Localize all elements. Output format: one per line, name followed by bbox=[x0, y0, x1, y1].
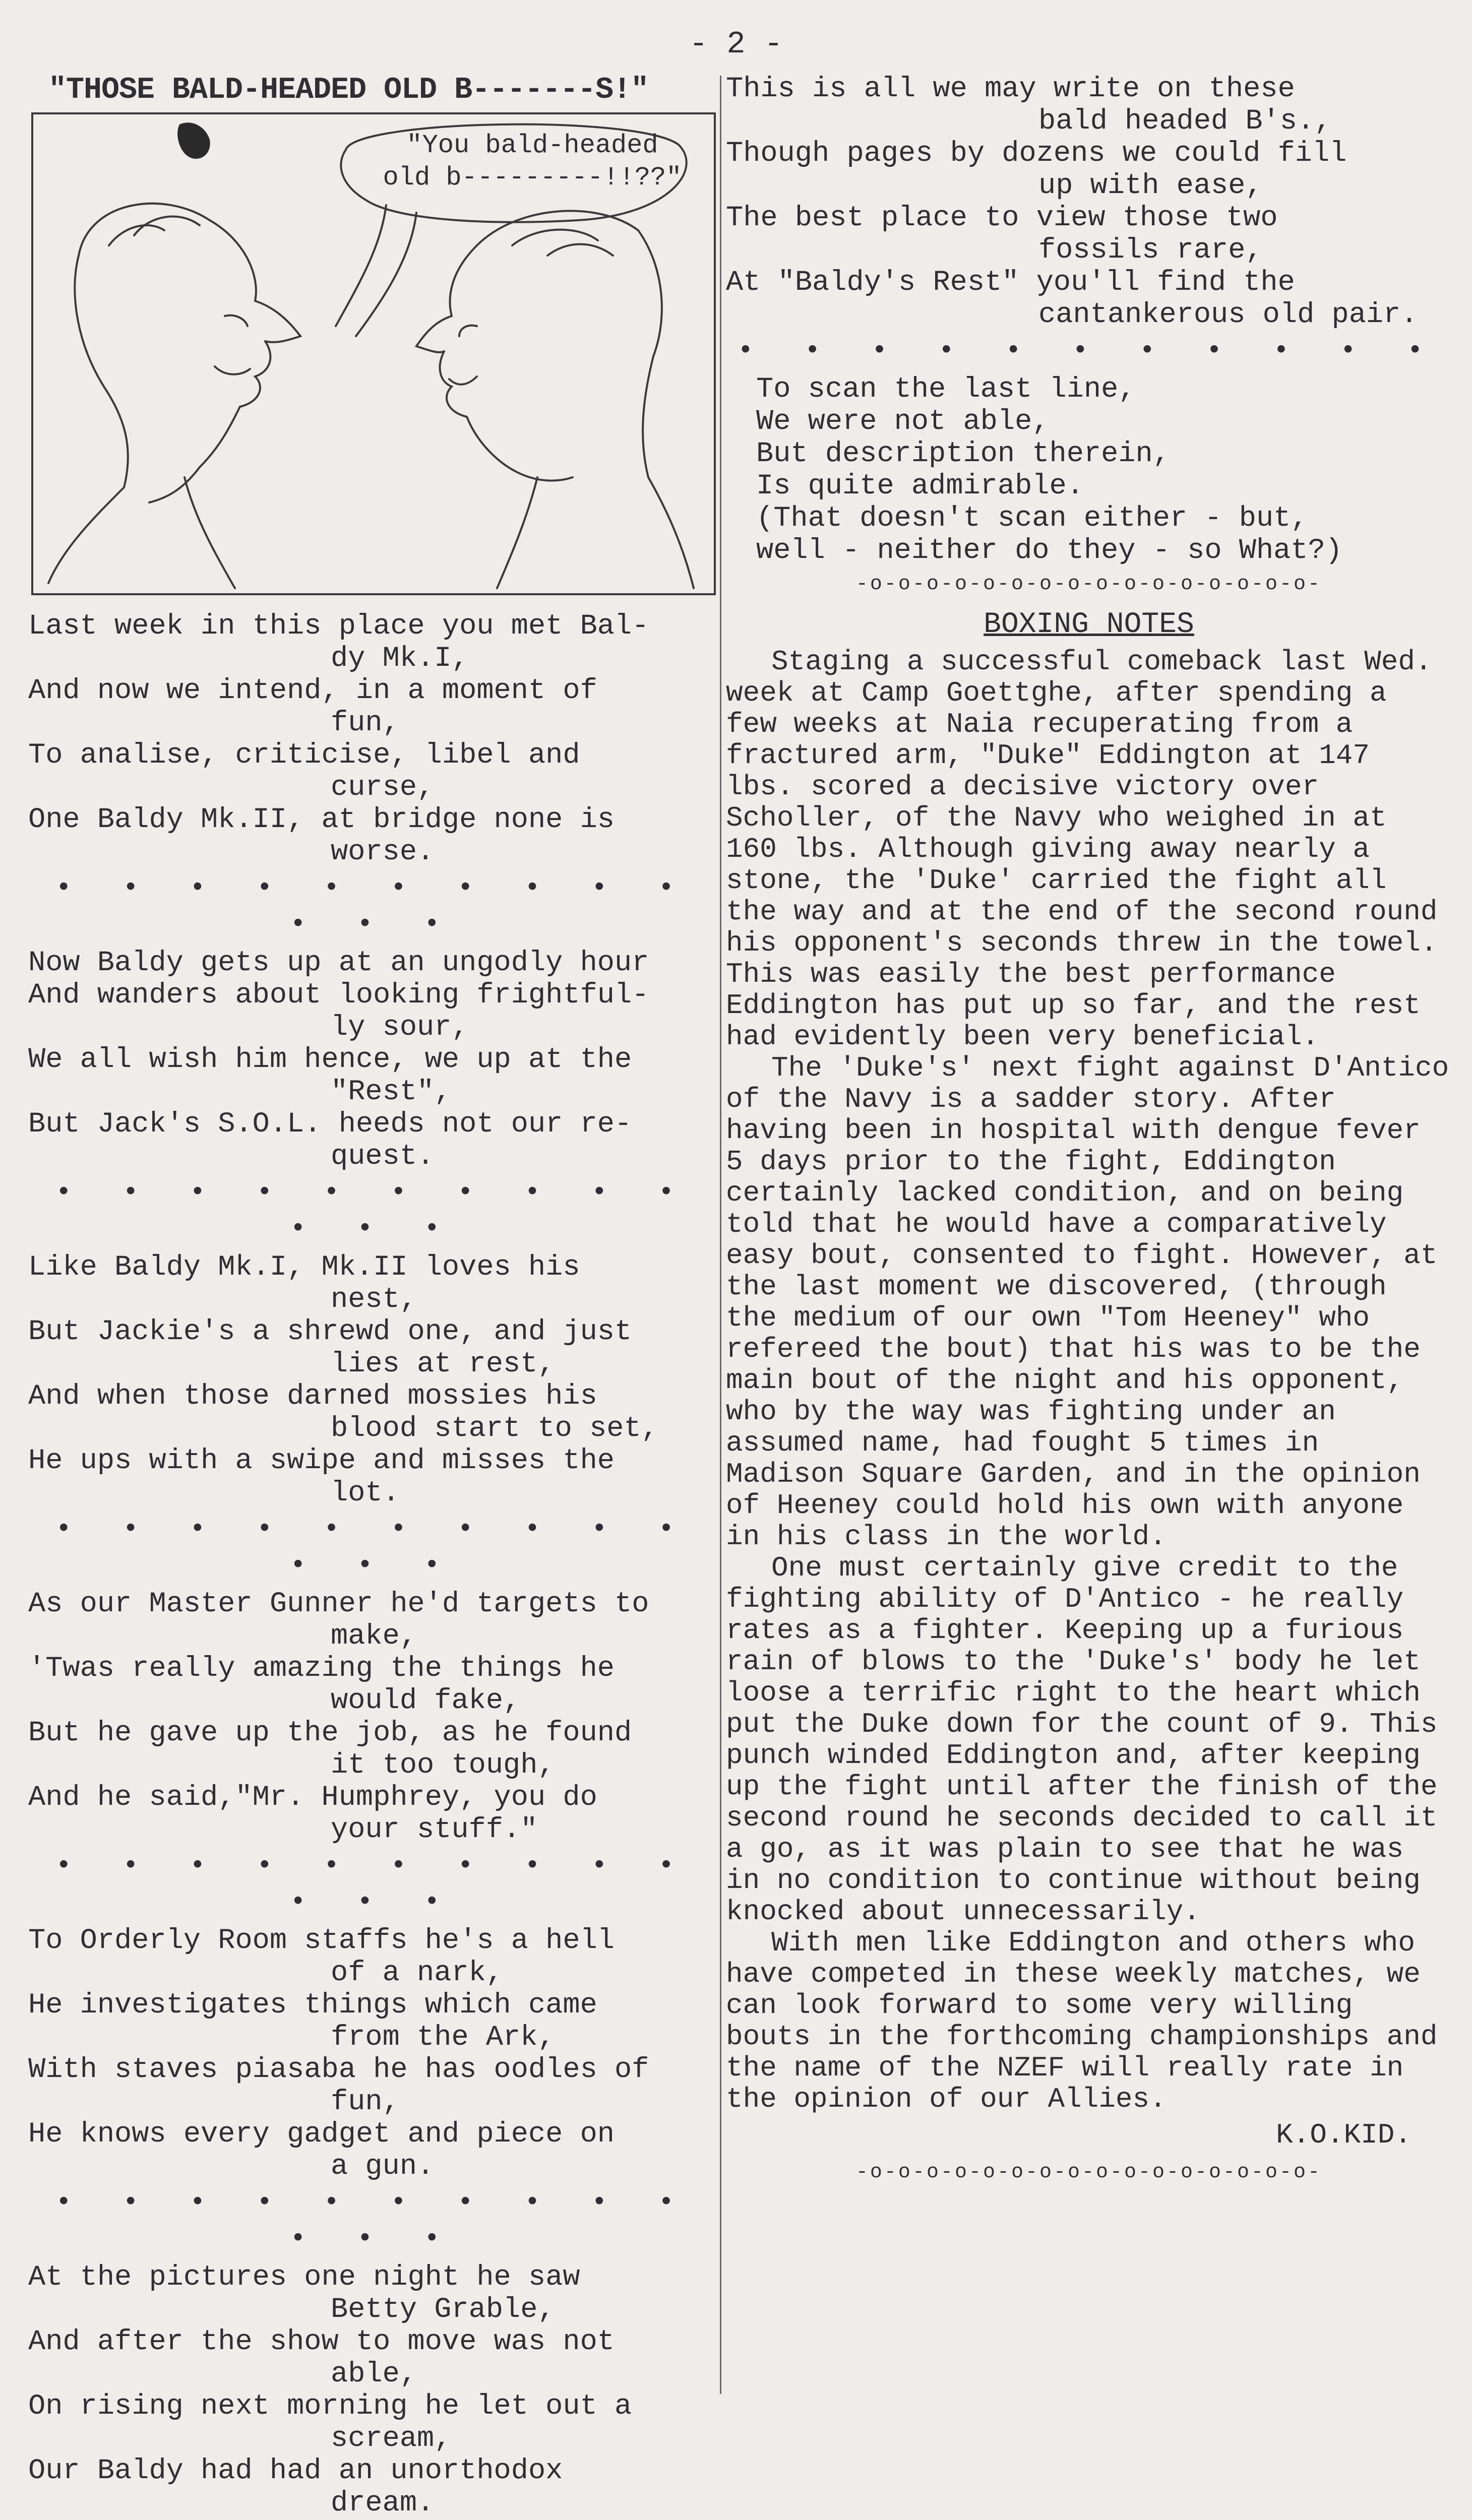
poem-line: Now Baldy gets up at an ungodly hour bbox=[28, 947, 649, 979]
poem-line: fossils rare, bbox=[1038, 234, 1263, 267]
poem-line: a gun. bbox=[331, 2151, 435, 2183]
signature: K.O.KID. bbox=[1276, 2119, 1412, 2151]
poem-line: fun, bbox=[331, 2086, 400, 2118]
dot-separator: • • • • • • • • • • • • • bbox=[55, 2187, 692, 2254]
dot-separator: • • • • • • • • • • • • • bbox=[55, 873, 692, 940]
poem-postscript bbox=[726, 373, 1452, 567]
poem-line: 'Twas really amazing the things he bbox=[28, 1653, 615, 1685]
postscript-line: We were not able, bbox=[756, 406, 1050, 438]
poem-line: Last week in this place you met Bal- bbox=[28, 610, 649, 643]
poem-line: One Baldy Mk.II, at bridge none is bbox=[28, 804, 615, 836]
poem-line: able, bbox=[331, 2358, 417, 2390]
dot-separator: • • • • • • • • • • • bbox=[737, 336, 1441, 366]
poem-line: On rising next morning he let out a bbox=[28, 2390, 632, 2423]
poem-line: bald headed B's., bbox=[1038, 105, 1332, 138]
article-paragraph: One must certainly give credit to the fighting ability of D'Antico - he really rates as a fighter. Keeping up a furious rain of blows to the 'Duke's' body he let loose a terrific right to the heart which put the Duke down for the count of 9. This punch winded Eddington and, after keeping up the fight until after the finish of the second round he seconds decided to call it a go, as it was plain to see that he was in no condition to continue without being knocked about unnecessarily. bbox=[726, 1552, 1438, 1928]
poem-stanza bbox=[28, 1588, 719, 1846]
speech-bubble bbox=[356, 130, 709, 194]
poem-line: Betty Grable, bbox=[331, 2294, 555, 2326]
article-paragraph: With men like Eddington and others who have competed in these weekly matches, we can look forward to some very willing bouts in the forthcoming championships and the name of the NZEF will really rate in the opinion of our Allies. bbox=[726, 1927, 1438, 2115]
postscript-line: well - neither do they - so What?) bbox=[756, 535, 1342, 567]
poem-line: But Jack's S.O.L. heeds not our re- bbox=[28, 1108, 632, 1141]
dot-separator: • • • • • • • • • • • • • bbox=[55, 1514, 692, 1581]
poem-line: And when those darned mossies his bbox=[28, 1380, 597, 1413]
speech-line-1: "You bald-headed bbox=[406, 131, 658, 160]
poem-line: dy Mk.I, bbox=[331, 643, 469, 675]
poem-line: nest, bbox=[331, 1284, 417, 1316]
poem-line: "Rest", bbox=[331, 1076, 452, 1108]
boxing-article bbox=[726, 646, 1452, 2115]
poem-line: This is all we may write on these bbox=[726, 73, 1295, 105]
poem-line: ly sour, bbox=[331, 1012, 469, 1044]
poem-line: And now we intend, in a moment of bbox=[28, 675, 597, 707]
poem-line: And after the show to move was not bbox=[28, 2326, 615, 2358]
article-title: "THOSE BALD-HEADED OLD B-------S!" bbox=[48, 73, 649, 107]
dot-separator: • • • • • • • • • • • • • bbox=[55, 1851, 692, 1918]
poem-stanza bbox=[28, 610, 719, 868]
poem-stanza bbox=[28, 2261, 719, 2519]
poem-line: cantankerous old pair. bbox=[1038, 299, 1418, 331]
poem-line: To analise, criticise, libel and bbox=[28, 739, 580, 772]
poem-line: lot. bbox=[331, 1477, 400, 1509]
poem-line: make, bbox=[331, 1620, 417, 1653]
poem-stanza bbox=[28, 947, 719, 1173]
poem-line: As our Master Gunner he'd targets to bbox=[28, 1588, 649, 1620]
poem-line: would fake, bbox=[331, 1685, 521, 1717]
poem-line: He ups with a swipe and misses the bbox=[28, 1445, 615, 1477]
poem-line: But he gave up the job, as he found bbox=[28, 1717, 632, 1749]
section-heading: BOXING NOTES bbox=[984, 608, 1194, 641]
poem-line: At the pictures one night he saw bbox=[28, 2261, 580, 2294]
postscript-line: Is quite admirable. bbox=[756, 470, 1084, 502]
column-divider bbox=[720, 76, 721, 2394]
poem-line: Like Baldy Mk.I, Mk.II loves his bbox=[28, 1251, 580, 1284]
poem-line: up with ease, bbox=[1038, 170, 1263, 202]
poem-line: lies at rest, bbox=[331, 1348, 555, 1380]
article-paragraph: Staging a successful comeback last Wed. week at Camp Goettghe, after spending a few weeks at Naia recuperating from a fractured arm, "Duke" Eddington at 147 lbs. scored a decisive victory over Scholler, of the Navy who weighed in at 160 lbs. Although giving away nearly a stone, the 'Duke' carried the fight all the way and at the end of the second round his opponent's seconds threw in the towel. This was easily the best performance Eddington has put up so far, and the rest had evidently been very beneficial. bbox=[726, 646, 1438, 1053]
poem-line: With staves piasaba he has oodles of bbox=[28, 2054, 649, 2086]
dash-separator: -o-o-o-o-o-o-o-o-o-o-o-o-o-o-o-o- bbox=[855, 2161, 1322, 2184]
poem-line: quest. bbox=[331, 1141, 435, 1173]
right-column bbox=[726, 73, 1452, 2190]
page-number: - 2 - bbox=[689, 26, 783, 62]
poem-line: it too tough, bbox=[331, 1749, 555, 1782]
poem-line: scream, bbox=[331, 2423, 452, 2455]
poem-line: The best place to view those two bbox=[726, 202, 1278, 234]
poem-line: Though pages by dozens we could fill bbox=[726, 138, 1347, 170]
poem-line: from the Ark, bbox=[331, 2022, 555, 2054]
dot-separator: • • • • • • • • • • • • • bbox=[55, 1177, 692, 1244]
poem-line: of a nark, bbox=[331, 1957, 504, 1989]
poem-line: At "Baldy's Rest" you'll find the bbox=[726, 267, 1295, 299]
left-column bbox=[28, 73, 719, 2520]
speech-line-2: old b---------!!??" bbox=[383, 163, 682, 193]
poem-line: He investigates things which came bbox=[28, 1989, 597, 2022]
postscript-line: (That doesn't scan either - but, bbox=[756, 502, 1308, 535]
postscript-line: To scan the last line, bbox=[756, 373, 1136, 406]
dash-separator: -o-o-o-o-o-o-o-o-o-o-o-o-o-o-o-o- bbox=[855, 573, 1322, 596]
poem-stanza bbox=[28, 1251, 719, 1509]
poem-line: And he said,"Mr. Humphrey, you do bbox=[28, 1782, 597, 1814]
poem-line: But Jackie's a shrewd one, and just bbox=[28, 1316, 632, 1348]
poem-line: He knows every gadget and piece on bbox=[28, 2118, 615, 2151]
poem-line: your stuff." bbox=[331, 1814, 538, 1846]
poem-line: fun, bbox=[331, 707, 400, 739]
cartoon-illustration bbox=[31, 112, 716, 595]
poem-line: To Orderly Room staffs he's a hell bbox=[28, 1925, 615, 1957]
poem-line: blood start to set, bbox=[331, 1413, 658, 1445]
postscript-line: But description therein, bbox=[756, 438, 1170, 470]
poem bbox=[28, 610, 719, 2520]
poem-line: We all wish him hence, we up at the bbox=[28, 1044, 632, 1076]
poem-line: dream. bbox=[331, 2487, 435, 2519]
poem-line: And wanders about looking frightful- bbox=[28, 979, 649, 1012]
article-paragraph: The 'Duke's' next fight against D'Antico of the Navy is a sadder story. After having been in hospital with dengue fever 5 days prior to the fight, Eddington certainly lacked condition, and on being told that he would have a comparatively easy bout, consented to fight. However, at the last moment we discovered, (through the medium of our own "Tom Heeney" who refereed the bout) that his was to be the main bout of the night and his opponent, who by the way was fighting under an assumed name, had fought 5 times in Madison Square Garden, and in the opinion of Heeney could hold his own with anyone in his class in the world. bbox=[726, 1052, 1449, 1553]
poem-line: worse. bbox=[331, 836, 435, 868]
poem-stanza bbox=[28, 1925, 719, 2183]
poem-continuation bbox=[726, 73, 1452, 331]
poem-line: Our Baldy had had an unorthodox bbox=[28, 2455, 563, 2487]
poem-line: curse, bbox=[331, 772, 435, 804]
